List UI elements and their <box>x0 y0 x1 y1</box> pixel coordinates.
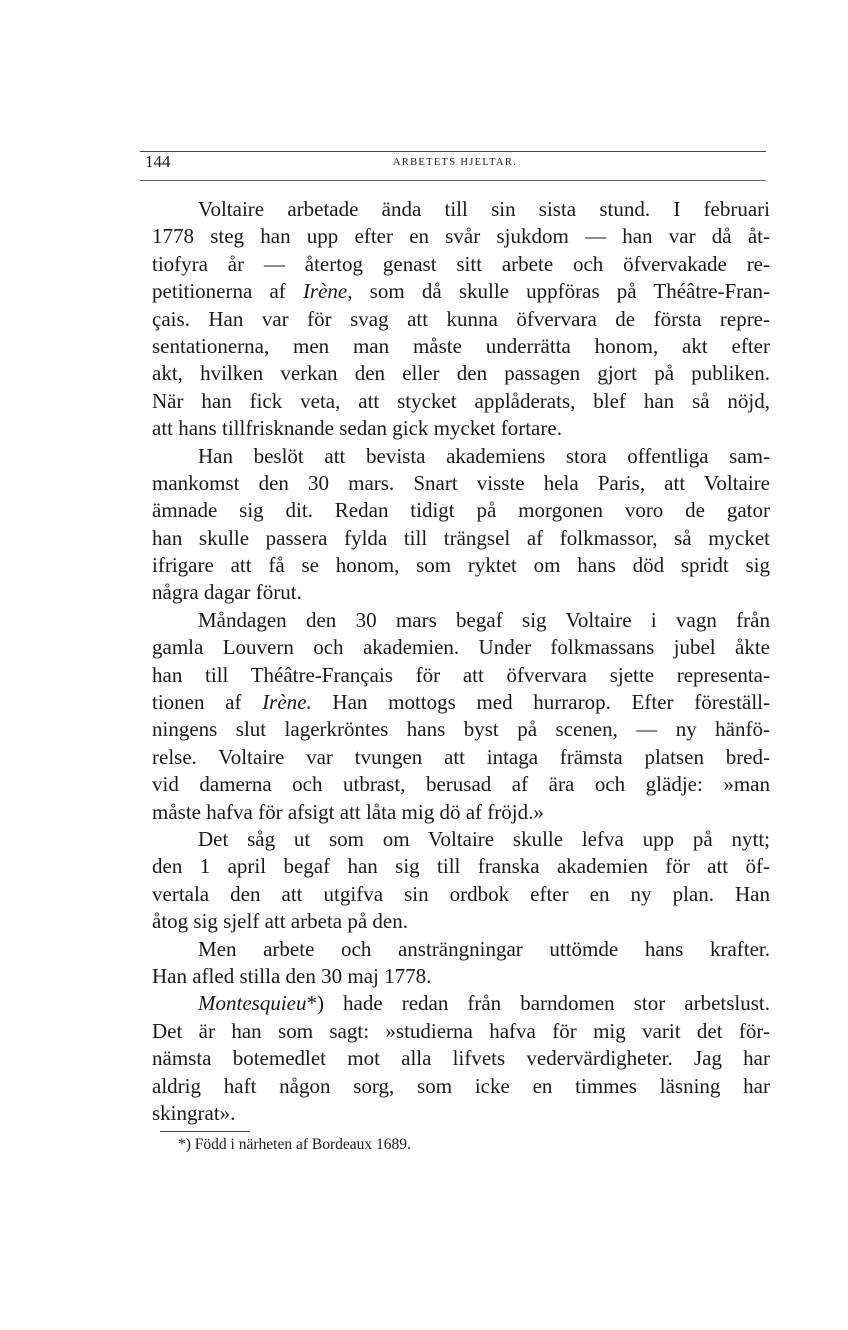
text-line: Voltaire arbetade ända till sin sista stund. I februari <box>198 197 770 221</box>
paragraph <box>152 936 770 991</box>
text-line: çais. Han var för svag att kunna öfvervara de första repre- <box>152 306 770 331</box>
footnote: *) Född i närheten af Bordeaux 1689. <box>178 1136 411 1153</box>
body-text <box>152 196 770 1127</box>
text-line: Måndagen den 30 mars begaf sig Voltaire i vagn från <box>198 607 770 632</box>
text-line: åtog sig sjelf att arbeta på den. <box>152 909 408 934</box>
header-top-rule <box>140 151 766 152</box>
text-line: vertala den att utgifva sin ordbok efter en ny plan. Han <box>152 881 770 906</box>
text-line: nämsta botemedlet mot alla lifvets vedervärdigheter. Jag har <box>152 1046 770 1071</box>
text-line: ämnade sig dit. Redan tidigt på morgonen voro de gator <box>152 498 770 523</box>
text-line: att hans tillfrisknande sedan gick mycket fortare. <box>152 416 562 441</box>
paragraph <box>152 196 770 443</box>
text-line: relse. Voltaire var tvungen att intaga främsta platsen bred- <box>152 744 770 769</box>
page-number: 144 <box>145 152 171 171</box>
text-line: aldrig haft någon sorg, som icke en timmes läsning har <box>152 1073 770 1098</box>
text-line: mankomst den 30 mars. Snart visste hela Paris, att Voltaire <box>152 470 770 495</box>
text-line: 1778 steg han upp efter en svår sjukdom — han var då åt- <box>152 224 770 249</box>
text-line: akt, hvilken verkan den eller den passagen gjort på publiken. <box>152 361 770 386</box>
paragraph <box>152 826 770 936</box>
text-line: gamla Louvern och akademien. Under folkmassans jubel åkte <box>152 635 770 660</box>
text-line: måste hafva för afsigt att låta mig dö af fröjd.» <box>152 799 544 824</box>
text-line: petitionerna af Irène, som då skulle uppföras på Théâtre-Fran- <box>152 279 770 304</box>
running-head: ARBETETS HJELTAR. <box>392 157 518 168</box>
paragraph <box>152 607 770 826</box>
text-line: den 1 april begaf han sig till franska akademien för att öf- <box>152 854 770 879</box>
paragraph <box>152 443 770 607</box>
header-bottom-rule <box>140 180 766 181</box>
text-line: ifrigare att få se honom, som ryktet om hans död spridt sig <box>152 553 770 578</box>
footnote-rule <box>160 1131 250 1132</box>
text-line: några dagar förut. <box>152 580 302 605</box>
text-line: Han beslöt att bevista akademiens stora offentliga sam- <box>198 443 770 468</box>
text-line: sentationerna, men man måste underrätta honom, akt efter <box>152 333 770 358</box>
text-line: vid damerna och utbrast, berusad af ära och glädje: »man <box>152 772 770 797</box>
text-line: tiofyra år — återtog genast sitt arbete och öfvervakade re- <box>152 251 770 276</box>
text-line: Det är han som sagt: »studierna hafva för mig varit det för- <box>152 1018 770 1043</box>
text-line: ningens slut lagerkröntes hans byst på scenen, — ny hänfö- <box>152 717 770 742</box>
text-line: tionen af Irène. Han mottogs med hurrarop. Efter föreställ- <box>152 690 770 715</box>
text-line: Han afled stilla den 30 maj 1778. <box>152 963 432 988</box>
text-line: han skulle passera fylda till trängsel af folkmassor, så mycket <box>152 525 770 550</box>
text-line: han till Théâtre-Français för att öfvervara sjette representa- <box>152 662 770 687</box>
text-line: skingrat». <box>152 1100 236 1125</box>
text-line: När han fick veta, att stycket applåderats, blef han så nöjd, <box>152 388 770 413</box>
paragraph <box>152 990 770 1127</box>
text-line: Men arbete och ansträngningar uttömde hans krafter. <box>198 936 770 961</box>
text-line: Det såg ut som om Voltaire skulle lefva upp på nytt; <box>198 826 770 851</box>
text-line: Montesquieu*) hade redan från barndomen stor arbetslust. <box>198 991 770 1016</box>
